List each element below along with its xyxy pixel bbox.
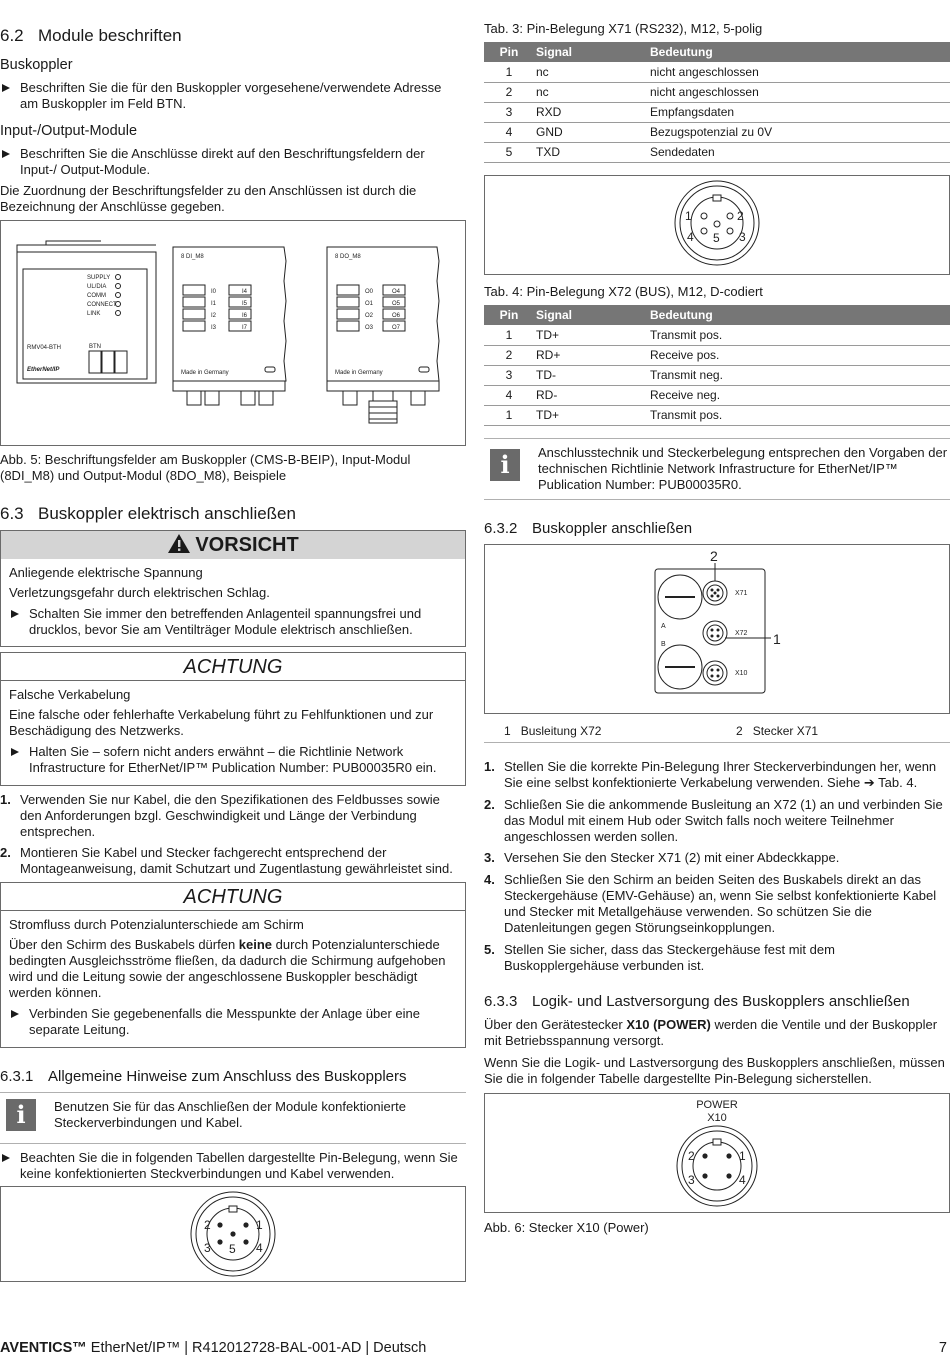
info-icon: i [490,449,520,481]
subheading-buskoppler: Buskoppler [0,57,73,73]
caution-body [1,559,465,644]
do-label-1: O1 [365,301,374,307]
caution-box [0,530,466,647]
col-pin: Pin [484,42,534,62]
notice-body [1,681,465,782]
info-box-1 [0,1092,466,1144]
di-label-4: I4 [242,289,248,295]
io-paragraph: Die Zuordnung der Beschriftungsfelder zu den Anschlüssen ist durch die Bezeichnung der Anschlüsse gegeben. [0,183,417,214]
table-3-caption: Tab. 3: Pin-Belegung X71 (RS232), M12, 5-polig [484,21,763,36]
table-4-caption: Tab. 4: Pin-Belegung X72 (BUS), M12, D-codiert [484,284,763,299]
label-x10: X10 [735,670,748,677]
pin-assignment-instruction: Beachten Sie die in folgenden Tabellen dargestellte Pin-Belegung, wenn Sie keine konfektionierten Steckverbindungen und Kabel verwenden. [0,1150,462,1182]
caution-text: Verletzungsgefahr durch elektrischen Schlag. [9,585,270,600]
pin-label-2: 2 [204,1218,211,1232]
notice-bullet-2: Verbinden Sie gegebenenfalls die Messpunkte der Anlage über eine separate Leitung. [9,1006,457,1038]
table-row: 2 RD+ Receive pos. [484,345,950,365]
notice-body-2 [1,911,465,1044]
table-row: 4 RD- Receive neg. [484,385,950,405]
page-number: 7 [938,1340,947,1356]
do-label-7: O7 [392,325,401,331]
step-4: 4. Schließen Sie den Schirm an beiden Seiten des Buskabels direkt an das Steckergehäuse (EMV-Gehäuse) an, wenn Sie selbst konfektionierte Kabel und Stecker mit Metallgehäuse verwenden. So schützen Sie die Datenleitungen gegen Störungseinkopplungen. [484,872,937,935]
table-row: 3 RXD Empfangsdaten [484,102,950,122]
di-label-1: I1 [211,301,217,307]
di-label-3: I3 [211,325,217,331]
x71-pin-2: 2 [737,209,744,223]
table-row: 1 TD+ Transmit pos. [484,325,950,345]
step-2: 2. Montieren Sie Kabel und Stecker fachgerecht entsprechend der Montageanweisung, damit Schutzart und Zugentlastung gewährleistet sind. [0,845,453,876]
label-x71: X71 [735,590,748,597]
di-label-2: I2 [211,313,217,319]
label-comm: COMM [87,293,106,299]
callout-2: 2 [710,548,718,564]
di-made-in: Made in Germany [181,370,229,376]
notice-bullet: Halten Sie – sofern nicht anders erwähnt – die Richtlinie Network Infrastructure for EtherNet/IP™ Publication Number: PUB00035R0 ein. [9,744,457,776]
page-footer [0,1340,950,1356]
subheading-io-module: Input-/Output-Module [0,123,138,139]
label-ethernet: EtherNet/IP [27,367,60,373]
label-8do: 8 DO_M8 [335,254,361,260]
label-link: LINK [87,311,101,317]
table-header-row: Pin Signal Bedeutung [484,305,950,325]
legend-item-2: 2 Stecker X71 [736,724,819,738]
label-x72: X72 [735,630,748,637]
x10-pin-1: 1 [739,1149,746,1163]
notice-box-shield [0,882,466,1048]
x10-pin-3: 3 [688,1173,695,1187]
info-box-2 [484,438,950,500]
di-label-5: I5 [242,301,248,307]
table-4-pin-x72 [484,305,950,426]
notice-header: ACHTUNG [1,653,465,681]
power-label: POWER [696,1099,738,1111]
module-illustration [1,221,465,445]
step-3: 3. Versehen Sie den Stecker X71 (2) mit einer Abdeckkappe. [484,850,840,865]
connector-figure-x71 [484,175,950,275]
table-row: 1 TD+ Transmit pos. [484,405,950,425]
power-paragraph-2: Wenn Sie die Logik- und Lastversorgung des Buskopplers anschließen, müssen Sie die in folgender Tabelle dargestellte Pin-Belegung sicherstellen. [484,1055,945,1086]
label-a: A [661,623,666,630]
connector-figure-x10 [484,1093,950,1213]
do-made-in: Made in Germany [335,370,383,376]
connector-figure-5pin [0,1186,466,1282]
x10-label: X10 [707,1112,727,1124]
label-btn: BTN [89,344,101,350]
info-text-2: Anschlusstechnik und Steckerbelegung entsprechen den Vorgaben der technischen Richtlinie Network Infrastructure for EtherNet/IP™ Publication Number: PUB00035R0. [538,445,948,492]
table-row: 4 GND Bezugspotenzial zu 0V [484,122,950,142]
section-heading-6-3-2: 6.3.2 Buskoppler anschließen [484,520,693,537]
caution-header: VORSICHT [1,531,465,559]
do-label-4: O4 [392,289,401,295]
di-label-7: I7 [242,325,248,331]
pin-label-1: 1 [256,1218,263,1232]
connector-5pin-drawing [1,1187,465,1281]
x71-pin-5: 5 [713,231,720,245]
section-heading-6-3-1: 6.3.1 Allgemeine Hinweise zum Anschluss des Buskopplers [0,1068,407,1085]
do-label-6: O6 [392,313,401,319]
pin-label-5: 5 [229,1242,236,1256]
pin-label-3: 3 [204,1241,211,1255]
callout-1: 1 [773,631,781,647]
notice-title-2: Stromfluss durch Potenzialunterschiede am Schirm [9,917,304,932]
table-row: 5 TXD Sendedaten [484,142,950,162]
do-label-2: O2 [365,313,374,319]
step-5: 5. Stellen Sie sicher, dass das Steckergehäuse fest mit dem Buskopplergehäuse verbunden ist. [484,942,835,973]
caution-title: Anliegende elektrische Spannung [9,565,203,580]
table-row: 1 nc nicht angeschlossen [484,62,950,82]
label-b: B [661,641,666,648]
col-meaning: Bedeutung [642,42,950,62]
notice-text: Eine falsche oder fehlerhafte Verkabelung führt zu Fehlfunktionen und zur Beschädigung des Netzwerks. [9,707,434,738]
warning-triangle-icon [167,533,191,562]
info-icon: i [6,1099,36,1131]
bus-coupler-drawing [485,545,949,713]
notice-header-2: ACHTUNG [1,883,465,911]
connector-x10-drawing [485,1094,949,1212]
x10-pin-2: 2 [688,1149,695,1163]
di-label-6: I6 [242,313,248,319]
x71-pin-1: 1 [685,209,692,223]
power-paragraph-1: Über den Gerätestecker X10 (POWER) werden die Ventile und der Buskoppler mit Betriebsspannung versorgt. [484,1017,938,1048]
x71-pin-4: 4 [687,230,694,244]
step-1: 1. Verwenden Sie nur Kabel, die den Spezifikationen des Feldbusses sowie den Anforderungen bzgl. Geschwindigkeit und Länge der Verbindung entsprechen. [0,792,440,839]
do-label-5: O5 [392,301,401,307]
legend-item-1: 1 Busleitung X72 [504,724,602,738]
figure-legend [484,723,950,743]
label-8di: 8 DI_M8 [181,254,204,260]
info-text-1: Benutzen Sie für das Anschließen der Module konfektionierte Steckerverbindungen und Kabel. [54,1099,406,1130]
io-instruction: Beschriften Sie die Anschlüsse direkt auf den Beschriftungsfeldern der Input-/ Output-Module. [0,146,462,178]
do-label-3: O3 [365,325,374,331]
col-signal: Signal [534,42,642,62]
table-3-pin-x71 [484,42,950,163]
figure-6-caption: Abb. 6: Stecker X10 (Power) [484,1220,649,1235]
label-rmv: RMV04-BTH [27,345,62,351]
notice-box-wiring [0,652,466,786]
section-heading-6-2: 6.2 Module beschriften [0,26,182,45]
label-ul-dia: UL/DIA [87,284,107,290]
table-row: 2 nc nicht angeschlossen [484,82,950,102]
label-supply: SUPPLY [87,275,111,281]
step-2: 2. Schließen Sie die ankommende Busleitung an X72 (1) an und verbinden Sie das Modul mit einem Hub oder Switch falls noch weitere Teilnehmer angeschlossen werden sollen. [484,797,943,844]
caution-bullet: Schalten Sie immer den betreffenden Anlagenteil spannungsfrei und drucklos, bevor Sie am Ventilträger Module elektrisch anschließen. [9,606,457,638]
connector-x71-drawing [485,176,949,274]
footer-text: AVENTICS™ EtherNet/IP™ | R412012728-BAL-001-AD | Deutsch [0,1340,427,1356]
pin-label-4: 4 [256,1241,263,1255]
figure-5-caption: Abb. 5: Beschriftungsfelder am Buskoppler (CMS-B-BEIP), Input-Modul (8DI_M8) und Output-Modul (8DO_M8), Beispiele [0,452,411,483]
figure-bus-coupler-connection [484,544,950,714]
x71-pin-3: 3 [739,230,746,244]
section-heading-6-3-3: 6.3.3 Logik- und Lastversorgung des Buskopplers anschließen [484,993,910,1010]
di-label-0: I0 [211,289,217,295]
label-connect: CONNECT [87,302,117,308]
notice-text-2: Über den Schirm des Buskabels dürfen keine durch Potenzialunterschiede bedingten Ausgleichsströme fließen, da dadurch die Schirmung aufgehoben wird und die Leitung sowie der angeschlossene Buskoppler beschädigt werden können. [9,937,446,1000]
table-header-row [484,42,950,62]
do-label-0: O0 [365,289,374,295]
notice-title: Falsche Verkabelung [9,687,131,702]
step-1: 1. Stellen Sie die korrekte Pin-Belegung Ihrer Steckerverbindungen her, wenn Sie eine selbst konfektionierte Verkabelung verwenden. Siehe ➔ Tab. 4. [484,759,937,790]
x10-pin-4: 4 [739,1173,746,1187]
buskoppler-instruction: Beschriften Sie die für den Buskoppler vorgesehene/verwendete Adresse am Buskoppler im Feld BTN. [0,80,462,112]
section-heading-6-3: 6.3 Buskoppler elektrisch anschließen [0,504,296,523]
figure-5-labeling-fields [0,220,466,446]
table-row: 3 TD- Transmit neg. [484,365,950,385]
